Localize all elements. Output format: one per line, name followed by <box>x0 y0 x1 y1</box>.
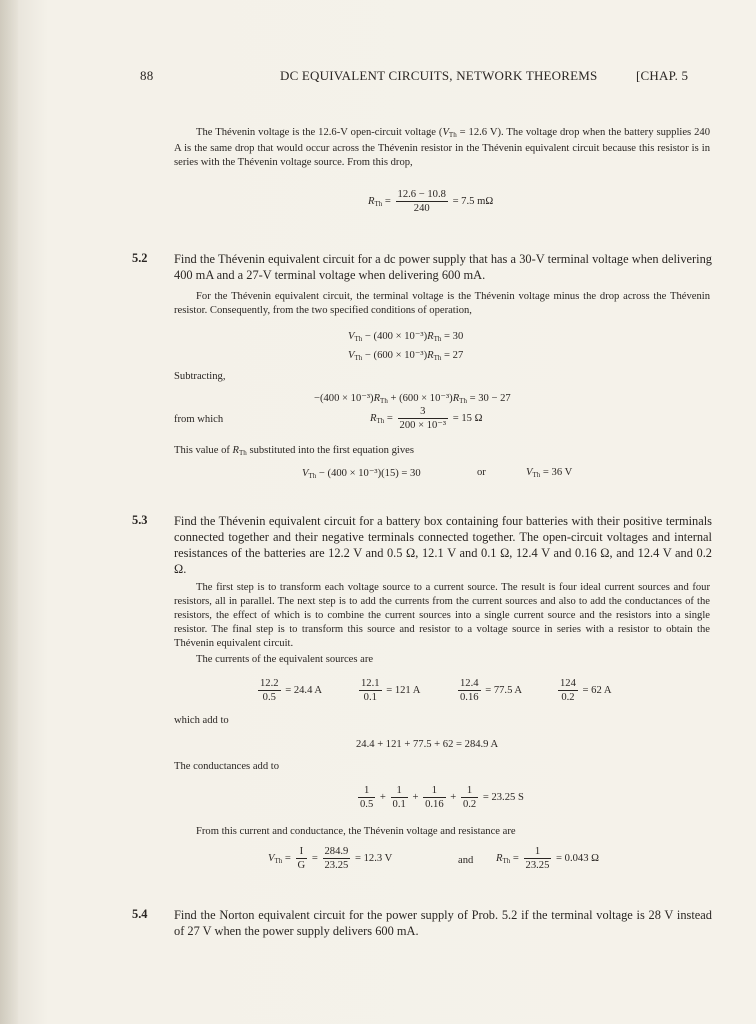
numerator: 1 <box>524 845 552 859</box>
p51-equation <box>368 188 493 215</box>
p52-paragraph-1: For the Thévenin equivalent circuit, the terminal voltage is the Thévenin voltage minus the drop across the Thévenin resistor. Consequently, from the two specified conditions of operation, <box>174 291 710 316</box>
p52-from-which: from which <box>174 414 224 425</box>
plus-sign: + <box>412 791 419 803</box>
numerator: 284.9 <box>324 846 349 857</box>
p51-paragraph: The Thévenin voltage is the 12.6-V open-circuit voltage ($V_{Th} = 12.6$ V). The voltage drop when the battery supplies 240 A is the same drop that would occur across the Thévenin resistor in the Thévenin equivalent circuit because this resistor is in series with the Thévenin voltage source. From this drop, <box>174 127 711 168</box>
numerator: 12.4 <box>460 678 479 689</box>
numerator: I <box>296 845 308 859</box>
denominator: 0.5 <box>262 692 276 703</box>
fraction <box>391 784 408 811</box>
book-page <box>18 0 756 1024</box>
denominator: 240 <box>413 203 430 214</box>
plus-sign: + <box>450 791 457 803</box>
fraction <box>258 677 281 704</box>
eq-result: = 23.25 S <box>482 791 524 803</box>
fraction <box>558 677 578 704</box>
denominator: 0.2 <box>561 692 575 703</box>
fraction <box>461 784 478 811</box>
denominator: 0.16 <box>425 799 444 810</box>
p52-equation-1: $V_{Th} - (400 \times 10^{-3})R_{Th} = 30$ <box>348 331 464 343</box>
p53-which-add-to: which add to <box>174 715 229 726</box>
eq-result: = 15 Ω <box>452 412 483 424</box>
fraction <box>296 845 308 872</box>
eq-lhs: $R_{Th}$ = <box>496 852 519 865</box>
denominator: 0.2 <box>462 799 477 810</box>
numerator: 3 <box>398 405 449 419</box>
eq-result: = 77.5 A <box>485 684 523 696</box>
fraction <box>458 677 481 704</box>
p53-rth-equation <box>496 845 599 872</box>
problem-number-5-3: 5.3 <box>132 513 148 527</box>
numerator: 12.1 <box>361 678 380 689</box>
denominator: 0.1 <box>363 692 377 703</box>
fraction <box>396 188 448 215</box>
problem-5-3-statement: Find the Thévenin equivalent circuit for a battery box containing four batteries with their positive terminals connected together and their negative terminals connected together. The open-circuit voltages and internal resistances of the batteries are 12.2 V and 0.5 Ω, 12.1 V and 0.1 Ω, 12.4 V and 0.16 Ω, and 12.4 V and 0.2 Ω. <box>174 514 712 576</box>
current-term-3 <box>456 677 522 704</box>
fraction <box>323 845 351 872</box>
numerator: 12.6 − 10.8 <box>397 189 446 200</box>
p52-paragraph-2: This value of $R_{Th}$ substituted into the first equation gives <box>174 445 414 457</box>
denominator: G <box>297 860 306 871</box>
chapter-label: [CHAP. 5 <box>636 68 689 83</box>
p53-and: and <box>458 855 474 866</box>
fraction <box>358 784 375 811</box>
p52-equation-3: $-(400 \times 10^{-3})R_{Th} + (600 \times 10^{-3})R_{Th} = 30 - 27$ <box>314 393 511 405</box>
current-term-4 <box>556 677 611 704</box>
numerator: 1 <box>391 784 408 798</box>
book-binding <box>0 0 18 1024</box>
problem-5-2-statement: Find the Thévenin equivalent circuit for a dc power supply that has a 30-V terminal voltage when delivering 400 mA and a 27-V terminal voltage when delivering 600 mA. <box>174 252 712 282</box>
p53-paragraph-2: The currents of the equivalent sources are <box>196 654 374 665</box>
p53-sum-equation: 24.4 + 121 + 77.5 + 62 = 284.9 A <box>356 739 499 750</box>
denominator: 0.1 <box>392 799 406 810</box>
eq-result: = 12.3 V <box>355 852 393 864</box>
problem-number-5-2: 5.2 <box>132 251 148 265</box>
numerator: 1 <box>423 784 446 798</box>
denominator: 0.16 <box>460 692 479 703</box>
fraction <box>524 845 552 872</box>
p52-equation-2: $V_{Th} - (600 \times 10^{-3})R_{Th} = 27$ <box>348 350 464 362</box>
p53-paragraph-1: The first step is to transform each voltage source to a current source. The result is four ideal current sources and four resistors, all in parallel. The next step is to add the currents from the current sources and also to add the conductances of the resistors, the effect of which is to combine the current sources into a single current source and the resistors into a single resistor. The final step is to transform this source and resistor to a voltage source in series with a resistor to obtain the Thévenin equivalent circuit. <box>174 582 710 649</box>
eq-lhs: $R_{Th}$ = <box>368 195 391 208</box>
fraction <box>398 405 449 432</box>
p52-equation-4 <box>370 405 482 432</box>
eq-result: = 0.043 Ω <box>556 852 600 864</box>
fraction <box>423 784 446 811</box>
running-title: DC EQUIVALENT CIRCUITS, NETWORK THEOREMS <box>280 68 598 83</box>
current-term-2 <box>357 677 420 704</box>
denominator: 23.25 <box>324 860 349 871</box>
plus-sign: + <box>379 791 386 803</box>
numerator: 1 <box>461 784 478 798</box>
denominator: 0.5 <box>360 799 374 810</box>
numerator: 12.2 <box>260 678 279 689</box>
p52-or: or <box>477 467 486 478</box>
eq-result: = 24.4 A <box>285 684 323 696</box>
denominator: 23.25 <box>525 860 550 871</box>
numerator: 124 <box>560 678 576 689</box>
p52-subtracting: Subtracting, <box>174 371 226 382</box>
p53-vth-equation <box>268 845 392 872</box>
eq-result: = 62 A <box>582 684 612 696</box>
equals-sign: = <box>311 852 318 864</box>
eq-lhs: $V_{Th}$ = <box>268 852 291 865</box>
eq-lhs: $R_{Th}$ = <box>370 412 393 425</box>
numerator: 1 <box>358 784 375 798</box>
page-number: 88 <box>140 68 154 83</box>
denominator: 200 × 10⁻³ <box>399 420 447 431</box>
p53-final-intro: From this current and conductance, the Thévenin voltage and resistance are <box>196 826 516 837</box>
current-term-1 <box>256 677 322 704</box>
eq-result: = 121 A <box>386 684 421 696</box>
p53-conductance-equation <box>356 784 524 811</box>
eq-result: = 7.5 mΩ <box>452 195 494 207</box>
p52-equation-5b: $V_{Th} = 36$ V <box>526 467 573 479</box>
fraction <box>359 677 382 704</box>
problem-5-4-statement: Find the Norton equivalent circuit for the power supply of Prob. 5.2 if the terminal voltage is 28 V instead of 27 V when the power supply delivers 600 mA. <box>174 908 712 938</box>
problem-number-5-4: 5.4 <box>132 907 148 921</box>
p52-equation-5a: $V_{Th} - (400 \times 10^{-3})(15) = 30$ <box>302 468 421 480</box>
p53-conductance-intro: The conductances add to <box>174 761 280 772</box>
